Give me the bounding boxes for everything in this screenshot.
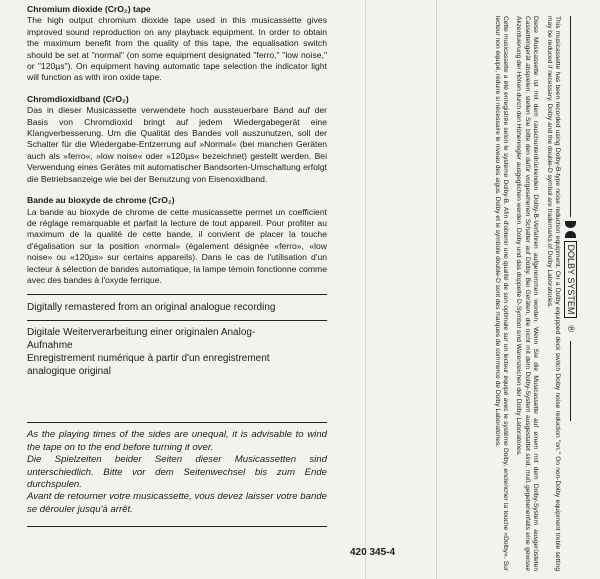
playing-note-fr: Avant de retourner votre musicassette, vous devez laisser votre bande se dérouler jusqu'à arrêt.	[27, 491, 327, 515]
section-body: The high output chromium dioxide tape used in this musicassette gives improved sound reproduction on any playback equipment. In order to obtain the maximum benefit from the quality of this tape, the equalisation switch should be set at "normal" (on some equipment designated "ferro," "low noise," or "120µs"). On equipment having automatic tape selection the indicator light will function as with iron oxide tape.	[27, 15, 327, 83]
dolby-text-de: Diese Musicassette ist mit dem rauschunterdrückenden Dolby-B-Verfahren aufgenommen worden. Wenn Sie die Musicassette auf einem mit dem Dolby-System ausgerüsteten Cassettengerät abspielen, stellen Sie bitte den dafür vorgesehenen Schalter auf Dolby. Bei Geräten, die nicht mit dem Dolby-System ausgestattet sind, muß gegebenenfalls eine gewisse Akzentuierung der Höhen durch den Höhenregler ausgeglichen werden. Dolby und das doppelte D-Symbol sind Warenzeichen der Dolby Laboratories.	[515, 16, 540, 571]
divider	[27, 294, 327, 295]
section-german	[27, 94, 327, 185]
dolby-panel	[453, 16, 578, 571]
dolby-logo	[565, 221, 578, 333]
remaster-note-fr: Enregistrement numérique à partir d'un enregistrement analogique original	[27, 353, 270, 378]
section-body: Das in dieser Musicassette verwendete hoch aussteuerbare Band auf der Basis von Chromdioxid bringt auf jedem Wiedergabegerät eine Klangverbesserung. Um die Qualität des Bandes voll auszunutzen, soll der Schalter für die Wiedergabe-Entzerrung auf »Normal« (bei manchen Geräten auch als »ferro«, »low noise« oder »120µs« bezeichnet) gestellt werden. Bei Verwendung eines Gerätes mit automatischer Bandsorten-Umschaltung erfolgt die Betriebsanzeige wie bei der Benutzung von Eisenoxidband.	[27, 105, 327, 184]
dolby-text-fr: Cette musicassette a été enregistrée selon le système Dolby-B. Afin d'obtenir une qualité de son optimale sur un lecteur équipé avec le système Dolby, enclencher la touche «Dolby». Sur lecteur non équipé, réduire si nécessaire le niveau des aigus. Dolby et le symbole double-D sont des marques de commerce de Dolby Laboratories.	[493, 16, 509, 571]
remaster-note-en: Digitally remastered from an original analogue recording	[27, 302, 276, 314]
remaster-note-de: Digitale Weiterverarbeitung einer originalen Analog-Aufnahme	[27, 327, 256, 352]
section-body: La bande au bioxyde de chrome de cette musicassette permet un coefficient de réglage remarquable et parfait la lecture de tout appareil. Pour profiter au maximum de la qualité de cette bande, il convient de placer la touche d'égalisation sur la position «normal» (également désignée «ferro», «low noise» ou «120µs» sur certains appareils). Dans le cas de l'utilisation d'un lecteur à sélection de bandes automatique, la lampe témoin fonctionne comme avec des bandes à l'oxyde ferrique.	[27, 206, 327, 285]
section-heading: Bande au bioxyde de chrome (CrO₂)	[27, 195, 175, 206]
section-heading: Chromium dioxide (CrO₂) tape	[27, 4, 151, 14]
divider	[571, 341, 572, 421]
playing-note-en: As the playing times of the sides are unequal, it is advisable to wind the tape on to the end before turning it over.	[27, 429, 327, 453]
fold-line	[365, 0, 366, 579]
divider	[27, 526, 327, 527]
dolby-text-en: This musicassette has been recorded using Dolby-B-type noise reduction equipment. On a Dolby equipped deck switch Dolby noise reduction "on." On non-Dolby equipment treble setting may be reduced if necessary. Dolby and the double-D symbol are trademarks of Dolby Laboratories.	[545, 16, 561, 571]
dolby-header	[564, 16, 578, 571]
catalog-number: 420 345-4	[350, 547, 396, 558]
double-d-icon	[566, 221, 577, 228]
playing-note-de: Die Spielzeiten beider Seiten dieser Musicassetten sind unterschiedlich. Bitte vor dem Seitenwechsel bis zum Ende durchspulen.	[27, 454, 327, 490]
dolby-system-label: DOLBY SYSTEM	[565, 241, 578, 319]
section-french	[27, 195, 327, 286]
registered-mark: ®	[566, 325, 577, 332]
divider	[27, 422, 327, 423]
section-english	[27, 4, 327, 84]
fold-line	[436, 0, 437, 579]
inlay-left-panel	[27, 4, 327, 527]
section-heading: Chromdioxidband (CrO₂)	[27, 93, 129, 104]
divider	[571, 16, 572, 217]
divider	[27, 320, 327, 321]
double-d-icon	[566, 231, 577, 238]
